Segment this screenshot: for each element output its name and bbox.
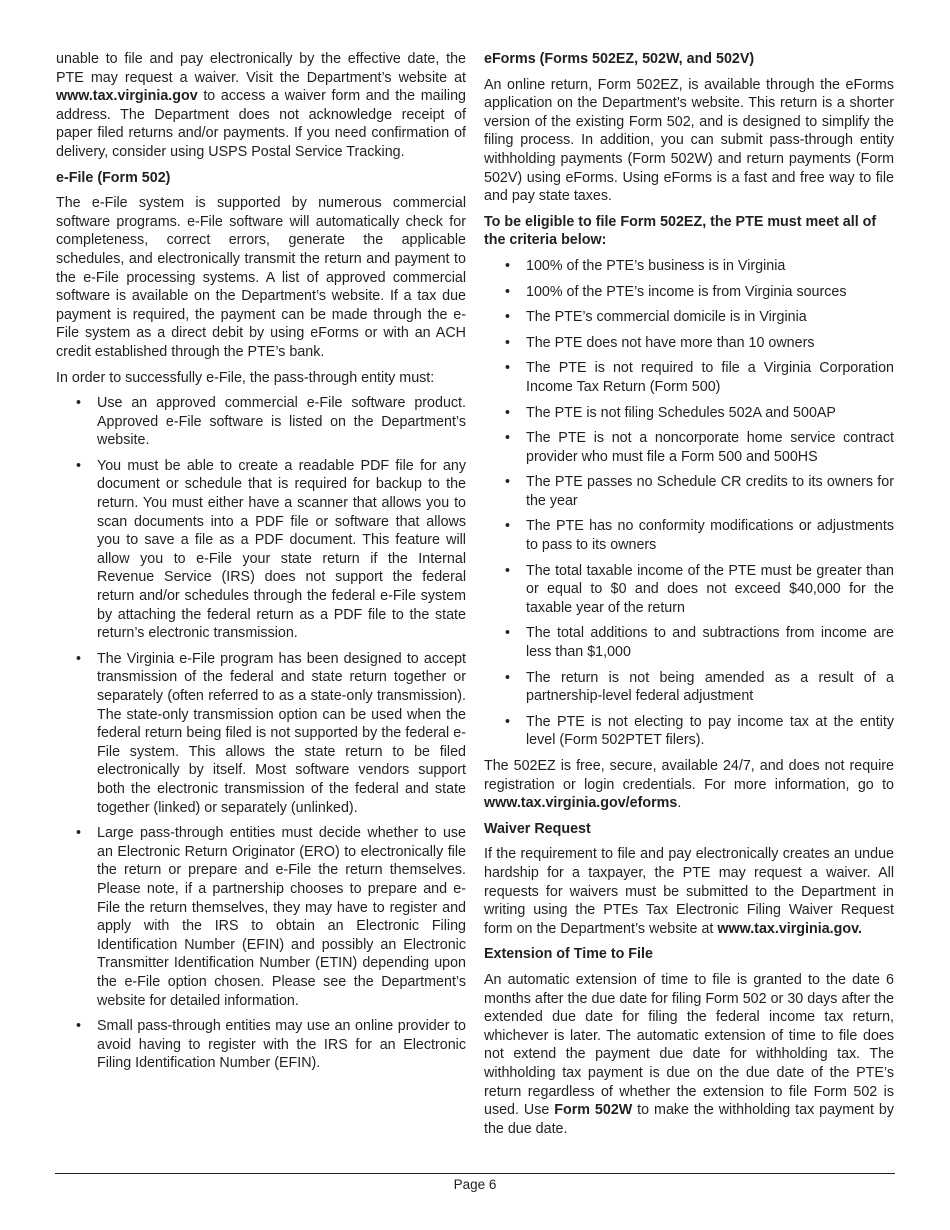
bullet-icon: • (505, 430, 511, 447)
list-item: • Use an approved commercial e-File software product. Approved e-File software is listed on the Department’s website. (76, 395, 466, 449)
list-item: • The Virginia e-File program has been designed to accept transmission of the federal and state return together or separately (often referred to as a state-only transmission). The state-only transmission option can be used when the federal return being filed is not supported by the federal e-File system. This allows the state return to be filed electronically by itself. Most software vendors support both the electronic transmission of the federal and state together (linked) or separately (unlinked). (76, 650, 466, 816)
bullet-icon: • (505, 625, 511, 642)
efile-requirements-list (56, 394, 466, 1073)
eligibility-criteria-list (484, 257, 894, 750)
eligibility-intro: To be eligible to file Form 502EZ, the PTE must meet all of the criteria below: (484, 213, 877, 249)
list-item: • The PTE does not have more than 10 owners (505, 334, 815, 351)
list-item: • The PTE is not electing to pay income tax at the entity level (Form 502PTET filers). (505, 713, 894, 749)
bullet-icon: • (505, 309, 511, 326)
list-item: • The PTE is not required to file a Virginia Corporation Income Tax Return (Form 500) (505, 360, 894, 395)
bullet-icon: • (76, 650, 82, 667)
list-item: • 100% of the PTE’s income is from Virginia sources (505, 283, 847, 300)
right-column (484, 50, 894, 1145)
bullet-icon: • (505, 713, 511, 730)
bullet-icon: • (76, 457, 82, 474)
eforms-paragraph: An online return, Form 502EZ, is available through the eForms application on the Department’s website. This return is a shorter version of the existing Form 502, and is designed to simplify the filing process. In addition, you can submit pass-through entity withholding payments (Form 502W) and return payments (Form 502V) using eForms. Using eForms is a fast and free way to file and pay state taxes. (484, 76, 894, 205)
list-item: • The PTE passes no Schedule CR credits to its owners for the year (505, 474, 894, 509)
bullet-icon: • (505, 669, 511, 686)
list-item: • The total additions to and subtractions from income are less than $1,000 (505, 625, 894, 661)
waiver-paragraph: If the requirement to file and pay electronically creates an undue hardship for a taxpayer, the PTE may request a waiver. All requests for waivers must be submitted to the Department in writing using the PTEs Tax Electronic Filing Waiver Request form on the Department’s website at www.tax.virginia.gov. (484, 846, 894, 937)
list-item: • The PTE is not filing Schedules 502A and 500AP (505, 404, 836, 421)
waiver-heading: Waiver Request (484, 820, 591, 837)
eforms-heading: eForms (Forms 502EZ, 502W, and 502V) (484, 51, 755, 67)
efile-paragraph: The e-File system is supported by numerous commercial software programs. e-File software will automatically check for completeness, correct errors, generate the applicable schedules, and electronically transmit the return and payment to the e-File processing systems. A list of approved commercial software is available on the Department’s website. If a tax due payment is required, the payment can be made through the e-File system as a direct debit by using eForms or with an ACH credit established through the PTE’s bank. (56, 195, 466, 360)
extension-paragraph: An automatic extension of time to file is granted to the date 6 months after the due date for filing Form 502 or 30 days after the extended due date for filing the federal income tax return, whichever is later. The automatic extension of time to file does not extend the payment due date for withholding tax. The withholding tax payment is due on the due date of the PTE’s return regardless of whether the extension to file Form 502 is used. Use Form 502W to make the withholding tax payment by the due date. (484, 971, 895, 1137)
eforms-free-paragraph: The 502EZ is free, secure, available 24/7, and does not require registration or login credentials. For more information, go to www.tax.virginia.gov/eforms. (484, 758, 894, 812)
eforms-link[interactable]: www.tax.virginia.gov/eforms (484, 795, 678, 812)
extension-heading: Extension of Time to File (484, 946, 653, 963)
list-item: • The PTE is not a noncorporate home service contract provider who must file a Form 500 and 500HS (505, 430, 894, 465)
left-column (56, 50, 466, 1080)
page-number: Page 6 (453, 1177, 497, 1192)
list-item: • You must be able to create a readable PDF file for any document or schedule that is required for backup to the return. You must either have a scanner that allows you to scan documents into a PDF file or software that allows you to save a file as a PDF document. This feature will allow you to e-File your state return if the Internal Revenue Service (IRS) does not support the federal return and/or schedules through the federal e-File system by attaching the federal return as a PDF file to the state return’s electronic transmission. (76, 457, 466, 642)
efile-heading: e-File (Form 502) (56, 169, 171, 186)
bullet-icon: • (505, 257, 511, 274)
bullet-icon: • (505, 283, 511, 300)
waiver-intro-paragraph: unable to file and pay electronically by the effective date, the PTE may request a waiver. Visit the Department’s website at www.tax.virginia.gov to access a waiver form and the mailing address. The Department does not acknowledge receipt of paper filed returns and/or payments. If you need confirmation of delivery, consider using USPS Postal Service Tracking. (56, 51, 466, 160)
bullet-icon: • (76, 1018, 82, 1035)
form-502w-reference: Form 502W (554, 1102, 633, 1119)
bullet-icon: • (505, 474, 511, 491)
bullet-icon: • (76, 825, 82, 842)
website-link[interactable]: www.tax.virginia.gov (56, 88, 198, 105)
bullet-icon: • (76, 395, 82, 412)
footer-divider (55, 1173, 895, 1174)
bullet-icon: • (505, 562, 511, 579)
list-item: • The PTE’s commercial domicile is in Virginia (505, 309, 807, 326)
list-item: • Large pass-through entities must decide whether to use an Electronic Return Originator (ERO) to electronically file the return or prepare and e-File the return themselves. Please note, if a partnership chooses to prepare and e-File the return themselves, they may have to register and apply with the IRS to obtain an Electronic Filing Identification Number (EFIN) and possibly an Electronic Transmitter Identification Number (ETIN) depending upon the e-File option chosen. Please see the Department’s website for detailed information. (76, 825, 466, 1009)
bullet-icon: • (505, 404, 511, 421)
bullet-icon: • (505, 360, 511, 377)
requirements-intro: In order to successfully e-File, the pass-through entity must: (56, 369, 435, 386)
bullet-icon: • (505, 334, 511, 351)
list-item: • 100% of the PTE’s business is in Virginia (505, 257, 786, 274)
list-item: • The return is not being amended as a result of a partnership-level federal adjustment (505, 669, 894, 705)
list-item: • The PTE has no conformity modifications or adjustments to pass to its owners (505, 518, 894, 554)
list-item: • The total taxable income of the PTE must be greater than or equal to $0 and does not exceed $40,000 for the taxable year of the return (505, 562, 894, 616)
bullet-icon: • (505, 518, 511, 535)
list-item: • Small pass-through entities may use an online provider to avoid having to register with the IRS for an Electronic Filing Identification Number (EFIN). (76, 1018, 466, 1072)
waiver-website-link[interactable]: www.tax.virginia.gov. (717, 920, 862, 937)
